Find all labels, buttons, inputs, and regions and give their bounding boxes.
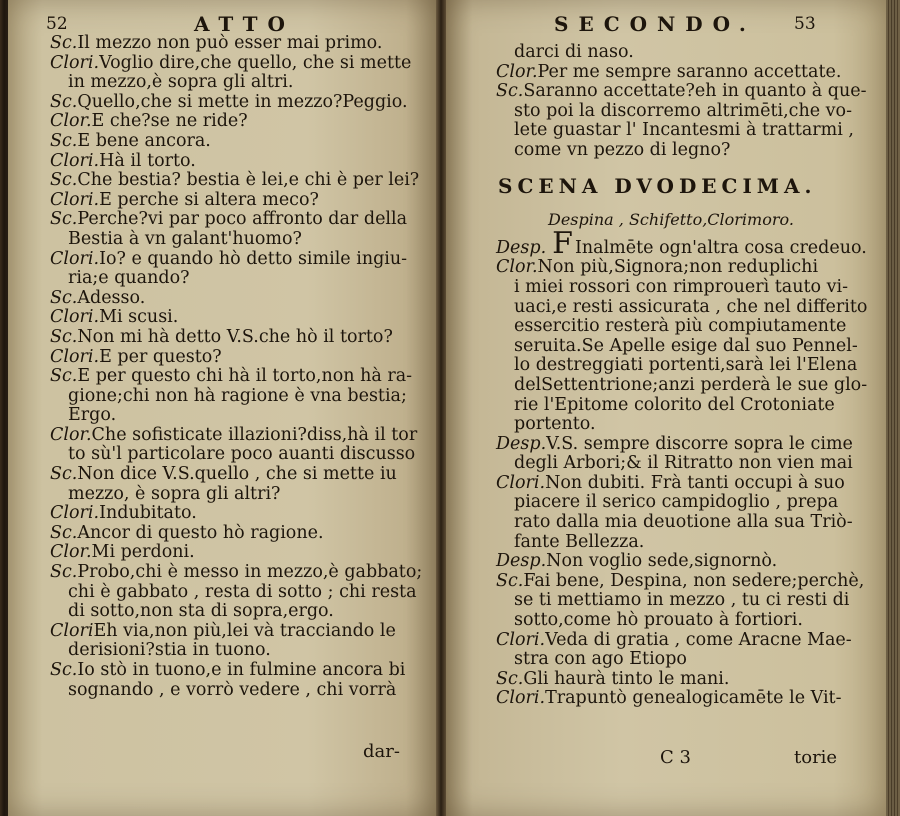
line-text: Non voglio sede,signornò. — [546, 551, 778, 572]
text-line — [496, 356, 868, 376]
text-line — [50, 230, 424, 250]
scene-title: SCENA DVODECIMA. — [498, 173, 817, 198]
line-text: Bestia à vn galant'huomo? — [68, 228, 302, 249]
text-line — [496, 493, 868, 513]
line-text: Non mi hà detto V.S.che hò il torto? — [77, 326, 393, 347]
text-line — [496, 631, 868, 651]
speaker-label: Clori. — [50, 346, 100, 367]
line-text: E per questo? — [99, 346, 222, 367]
text-line — [496, 317, 868, 337]
right-page — [446, 0, 886, 816]
dialogue-block — [496, 43, 868, 161]
line-text: Non dice V.S.quello , che si mette iu — [77, 464, 397, 485]
text-line — [496, 141, 868, 161]
line-text: Mi scusi. — [99, 307, 179, 328]
scene-characters: Despina , Schifetto,Clorimoro. — [548, 210, 794, 230]
text-line — [496, 298, 868, 318]
text-line — [496, 278, 868, 298]
speaker-label: Clori — [50, 620, 94, 641]
speaker-label: Sc. — [50, 209, 78, 230]
speaker-label: Desp. — [496, 433, 547, 454]
line-text: Che bestia? bestia è lei,e chi è per lei? — [77, 170, 420, 191]
line-text: sognando , e vorrò vedere , chi vorrà — [68, 679, 397, 700]
text-line — [50, 465, 424, 485]
page-number: 52 — [46, 14, 68, 34]
line-text: lo destreggiati portenti,sarà lei l'Elena — [514, 355, 858, 376]
line-text: se ti mettiamo in mezzo , tu ci resti di — [514, 590, 850, 611]
speaker-label: Clori. — [50, 307, 100, 328]
line-text: uaci,e resti assicurata , che nel differito — [514, 296, 868, 317]
text-line — [50, 445, 424, 465]
text-line — [496, 611, 868, 631]
line-text: Hà il torto. — [99, 150, 196, 171]
line-text: rato dalla mia deuotione alla sua Triò- — [514, 512, 853, 533]
text-line — [496, 513, 868, 533]
line-text: stra con ago Etiopo — [514, 649, 687, 670]
line-text: Eh via,non più,lei và tracciando le — [93, 620, 396, 641]
line-text: gione;chi non hà ragione è vna bestia; — [68, 385, 407, 406]
line-text: sotto,come hò prouato à fortiori. — [514, 610, 803, 631]
line-text: degli Arbori;& il Ritratto non vien mai — [514, 453, 853, 474]
text-line — [50, 367, 424, 387]
text-line — [496, 337, 868, 357]
text-line — [50, 387, 424, 407]
line-text: Ancor di questo hò ragione. — [77, 522, 324, 543]
line-text: seruita.Se Apelle esige dal suo Pennel- — [514, 335, 858, 356]
text-line — [50, 681, 424, 701]
text-line — [50, 250, 424, 270]
text-line — [496, 435, 868, 455]
text-line — [496, 533, 868, 553]
text-line — [50, 504, 424, 524]
speaker-label: Clori. — [50, 52, 100, 73]
speaker-label: Sc. — [50, 33, 78, 53]
line-text: Gli haurà tinto le mani. — [523, 668, 730, 689]
text-line — [50, 112, 424, 132]
text-line — [50, 348, 424, 368]
text-line — [496, 591, 868, 611]
line-text: Quello,che si mette in mezzo?Peggio. — [77, 91, 408, 112]
line-text: Voglio dire,che quello, che si mette — [99, 52, 412, 73]
line-text: Saranno accettate?eh in quanto à que- — [523, 81, 867, 102]
line-text: chi è gabbato , resta di sotto ; chi resta — [68, 581, 417, 602]
line-text: Io? e quando hò detto simile ingiu- — [99, 248, 408, 269]
text-line — [50, 426, 424, 446]
speaker-label: Sc. — [50, 170, 78, 191]
text-line — [50, 132, 424, 152]
line-text: Io stò in tuono,e in fulmine ancora bi — [77, 660, 406, 680]
line-text: Per me sempre saranno accettate. — [537, 61, 842, 82]
text-line — [50, 583, 424, 603]
text-line — [50, 406, 424, 426]
text-line — [50, 485, 424, 505]
text-line — [50, 602, 424, 622]
line-text: ria;e quando? — [68, 268, 190, 289]
speaker-label: Clori. — [496, 688, 546, 709]
speaker-label: Clor. — [50, 424, 92, 445]
text-line — [496, 670, 868, 690]
speaker-label: Clori. — [50, 248, 100, 269]
line-text: come vn pezzo di legno? — [514, 139, 731, 160]
speaker-label: Clor. — [50, 542, 92, 563]
running-head: SECONDO. — [554, 12, 756, 36]
text-line — [50, 152, 424, 172]
line-text: Adesso. — [77, 287, 146, 308]
text-line — [50, 563, 424, 583]
speaker-label: Clori. — [496, 472, 546, 493]
text-line — [496, 63, 868, 83]
line-text: piacere il serico campidoglio , prepa — [514, 492, 839, 513]
text-line — [50, 34, 424, 54]
speaker-label: Sc. — [50, 464, 78, 485]
page-edges — [886, 0, 900, 816]
speaker-label: Sc. — [496, 668, 524, 689]
text-line — [496, 572, 868, 592]
line-text: fante Bellezza. — [514, 531, 645, 552]
signature-mark: C 3 — [660, 747, 691, 768]
line-text: rie l'Epitome colorito del Crotoniate — [514, 394, 835, 415]
speaker-label: Clor. — [496, 61, 538, 82]
text-line — [50, 641, 424, 661]
line-text: Fai bene, Despina, non sedere;perchè, — [523, 570, 865, 591]
dialogue-text — [496, 43, 868, 709]
line-text: E bene ancora. — [77, 130, 211, 151]
speaker-label: Sc. — [496, 81, 524, 102]
text-line — [496, 121, 868, 141]
line-text: essercitio resterà più compiutamente — [514, 316, 847, 337]
text-line — [50, 543, 424, 563]
speaker-label: Sc. — [50, 562, 78, 583]
text-line — [496, 376, 868, 396]
line-text: i miei rossori con rimprouerì tauto vi- — [514, 276, 849, 297]
line-text: darci di naso. — [514, 42, 634, 62]
text-line — [496, 225, 868, 261]
catchword: torie — [794, 747, 838, 768]
speaker-label: Desp. — [496, 237, 547, 258]
speaker-label: Clori. — [50, 150, 100, 171]
text-line — [50, 661, 424, 681]
speaker-label: Desp. — [496, 551, 547, 572]
text-line — [50, 308, 424, 328]
line-text: Indubitato. — [99, 503, 197, 524]
catchword: dar- — [363, 741, 400, 762]
speaker-label: Clori. — [50, 503, 100, 524]
line-text: Mi perdoni. — [91, 542, 195, 563]
text-line — [50, 622, 424, 642]
text-line — [496, 689, 868, 709]
line-text: Trapuntò genealogicamēte le Vit- — [545, 688, 842, 709]
running-head: ATTO — [194, 12, 295, 36]
drop-cap: F — [552, 225, 573, 261]
line-text: Veda di gratia , come Aracne Mae- — [545, 629, 852, 650]
speaker-label: Clor. — [496, 257, 538, 278]
line-text: di sotto,non sta di sopra,ergo. — [68, 601, 334, 622]
line-text: mezzo, è sopra gli altri? — [68, 483, 281, 504]
line-text: E che?se ne ride? — [91, 111, 248, 132]
speaker-label: Sc. — [50, 660, 78, 680]
text-line — [50, 191, 424, 211]
line-text: Il mezzo non può esser mai primo. — [77, 33, 383, 53]
line-text: Non più,Signora;non reduplichi — [537, 257, 819, 278]
line-text: Probo,chi è messo in mezzo,è gabbato; — [77, 562, 423, 583]
speaker-label: Sc. — [50, 130, 78, 151]
text-line — [50, 171, 424, 191]
text-line — [50, 73, 424, 93]
text-line — [50, 54, 424, 74]
line-text: in mezzo,è sopra gli altri. — [68, 72, 294, 93]
line-text: V.S. sempre discorre sopra le cime — [546, 433, 853, 454]
left-page — [8, 0, 436, 816]
speaker-label: Clori. — [496, 629, 546, 650]
line-text: derisioni?stia in tuono. — [68, 640, 271, 661]
line-text: to sù'l particolare poco auanti discusso — [68, 444, 416, 465]
text-line — [496, 43, 868, 63]
line-text: Che sofisticate illazioni?diss,hà il tor — [91, 424, 418, 445]
page-number: 53 — [794, 14, 816, 34]
text-line — [50, 524, 424, 544]
dialogue-block — [496, 225, 868, 709]
text-line — [496, 82, 868, 102]
speaker-label: Sc. — [496, 570, 524, 591]
text-line — [50, 210, 424, 230]
line-text: E per questo chi hà il torto,non hà ra- — [77, 366, 413, 387]
speaker-label: Sc. — [50, 522, 78, 543]
line-text: Perche?vi par poco affronto dar della — [77, 209, 408, 230]
text-line — [496, 454, 868, 474]
line-text: Inalmēte ogn'altra cosa credeuo. — [574, 237, 867, 258]
text-line — [50, 93, 424, 113]
speaker-label: Sc. — [50, 91, 78, 112]
speaker-label: Clor. — [50, 111, 92, 132]
line-text: Non dubiti. Frà tanti occupi à suo — [545, 472, 845, 493]
text-line — [50, 289, 424, 309]
line-text: portento. — [514, 414, 596, 435]
text-line — [496, 474, 868, 494]
speaker-label: Sc. — [50, 366, 78, 387]
line-text: Ergo. — [68, 405, 117, 426]
speaker-label: Sc. — [50, 287, 78, 308]
text-line — [50, 328, 424, 348]
line-text: lete guastar l' Incantesmi à trattarmi , — [514, 120, 854, 141]
book-gutter — [436, 0, 446, 816]
speaker-label: Clori. — [50, 189, 100, 210]
line-text: sto poi la discorremo altrimēti,che vo- — [514, 100, 852, 121]
text-line — [496, 258, 868, 278]
text-line — [496, 396, 868, 416]
text-line — [496, 650, 868, 670]
text-line — [496, 102, 868, 122]
text-line — [50, 269, 424, 289]
speaker-label: Sc. — [50, 326, 78, 347]
text-line — [496, 552, 868, 572]
line-text: E perche si altera meco? — [99, 189, 319, 210]
dialogue-text — [50, 34, 424, 700]
text-line — [496, 415, 868, 435]
line-text: delSettentrione;anzi perderà le sue glo- — [514, 374, 868, 395]
